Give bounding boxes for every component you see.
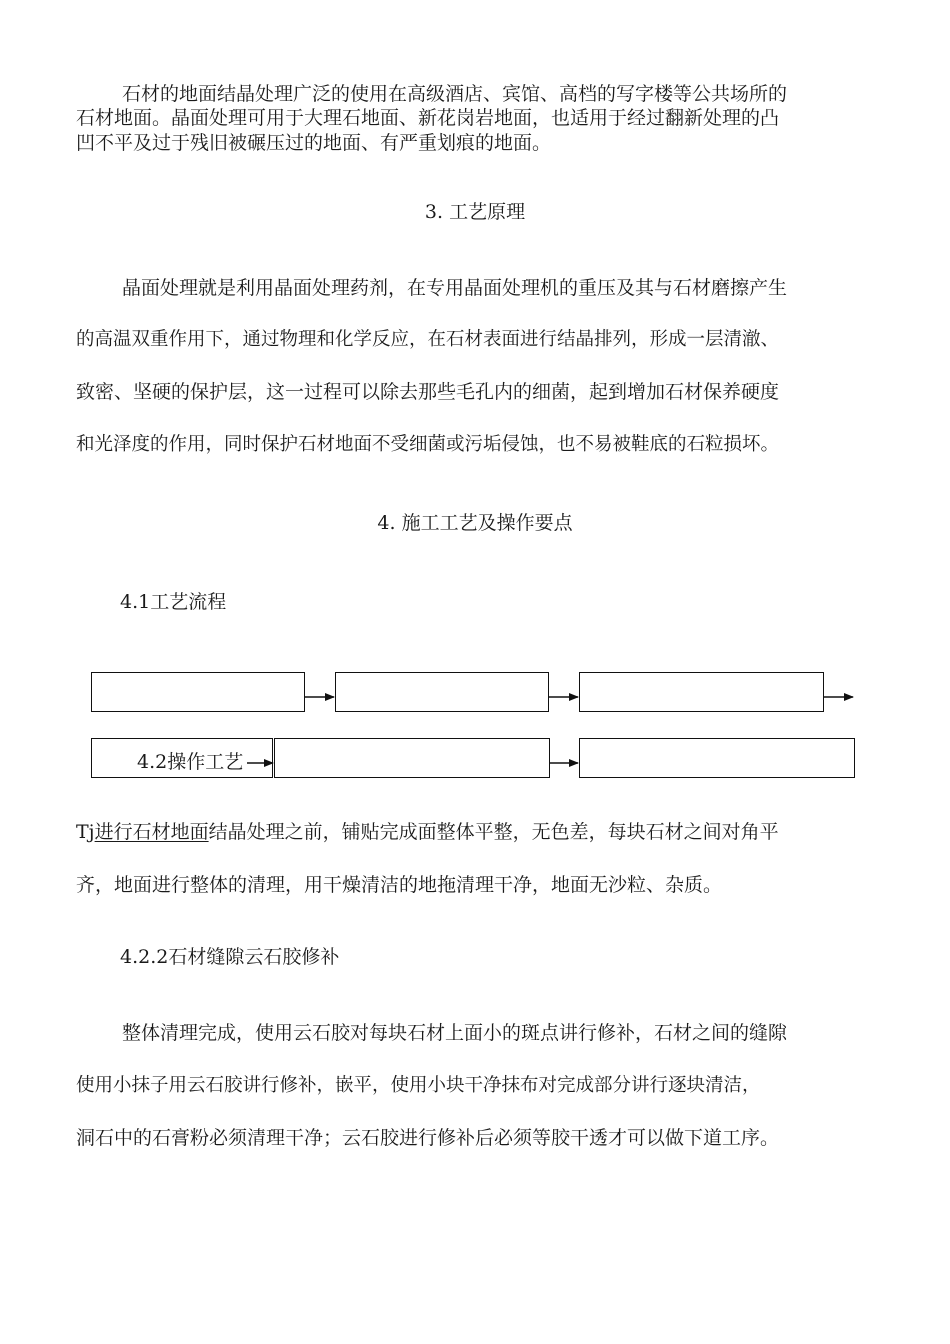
paragraph-line: 洞石中的石膏粉必须清理干净；云石胶进行修补后必须等胶干透才可以做下道工序。 bbox=[76, 1127, 780, 1149]
paragraph-text: 结晶处理之前，铺贴完成面整体平整，无色差，每块石材之间对角平 bbox=[208, 821, 779, 843]
paragraph-line: 齐，地面进行整体的清理，用干燥清洁的地拖清理干净，地面无沙粒、杂质。 bbox=[76, 874, 723, 896]
paragraph-line: 使用小抹子用云石胶讲行修补，嵌平，使用小块干净抹布对完成部分讲行逐块清洁， bbox=[76, 1075, 761, 1096]
paragraph-line: 凹不平及过于残旧被碾压过的地面、有严重划痕的地面。 bbox=[76, 132, 552, 154]
section-4-heading: 4. 施工工艺及操作要点 bbox=[377, 512, 573, 534]
subsection-4-2-heading: 4.2操作工艺 bbox=[137, 751, 244, 773]
paragraph-line: 致密、坚硬的保护层，这一过程可以除去那些毛孔内的细菌，起到增加石材保养硬度 bbox=[76, 381, 780, 403]
subsection-4-2-2-heading: 4.2.2石材缝隙云石胶修补 bbox=[120, 946, 340, 968]
paragraph-line bbox=[76, 819, 779, 845]
paragraph-line: 晶面处理就是利用晶面处理药剂，在专用晶面处理机的重压及其与石材磨擦产生 bbox=[122, 277, 788, 299]
paragraph-line: 和光泽度的作用，同时保护石材地面不受细菌或污垢侵蚀，也不易被鞋底的石粒损坏。 bbox=[76, 434, 780, 455]
paragraph-line: 整体清理完成，使用云石胶对每块石材上面小的斑点讲行修补，石材之间的缝隙 bbox=[122, 1022, 788, 1044]
section-3-heading: 3. 工艺原理 bbox=[424, 201, 526, 223]
paragraph-line: 石材地面。晶面处理可用于大理石地面、新花岗岩地面，也适用于经过翻新处理的凸 bbox=[76, 107, 780, 129]
subsection-4-1-heading: 4.1工艺流程 bbox=[120, 591, 227, 613]
paragraph-prefix: Tj bbox=[76, 821, 95, 843]
paragraph-line: 的高温双重作用下，通过物理和化学反应，在石材表面进行结晶排列，形成一层清澈、 bbox=[76, 329, 780, 350]
underlined-text: 进行石材地面 bbox=[94, 821, 209, 843]
paragraph-line: 石材的地面结晶处理广泛的使用在高级酒店、宾馆、高档的写字楼等公共场所的 bbox=[122, 83, 788, 105]
